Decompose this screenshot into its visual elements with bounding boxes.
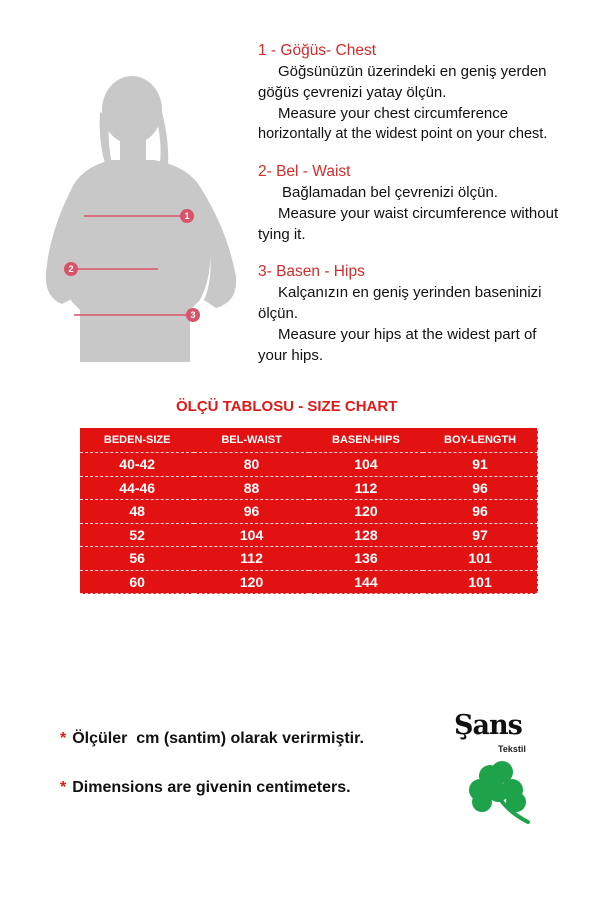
length-cell: 101 (423, 547, 537, 571)
hips-line-1: Kalçanızın en geniş yerinden baseninizi (278, 284, 542, 301)
length-cell: 101 (423, 570, 537, 594)
waist-cell: 104 (194, 523, 308, 547)
measurement-instructions (258, 40, 593, 382)
table-row (80, 500, 538, 524)
table-row (80, 476, 538, 500)
table-row (80, 523, 538, 547)
waist-cell: 112 (194, 547, 308, 571)
hips-cell: 128 (309, 523, 423, 547)
size-cell: 48 (80, 500, 194, 524)
waist-line-2: Measure your waist circumference without (278, 205, 559, 222)
silhouette-icon (40, 72, 240, 367)
chest-title: 1 - Göğüs- Chest (258, 42, 377, 59)
waist-cell: 120 (194, 570, 308, 594)
table-row (80, 453, 538, 477)
waist-section (258, 161, 593, 245)
table-header-row (80, 428, 538, 453)
size-cell: 60 (80, 570, 194, 594)
note-units-tr (60, 730, 364, 748)
logo-subtitle: Tekstil (498, 744, 526, 754)
chest-line-1: Göğsünüzün üzerindeki en geniş yerden (278, 63, 547, 80)
hips-cell: 120 (309, 500, 423, 524)
note-text: Ölçüler cm (santim) olarak verirmiştir. (72, 730, 364, 747)
note-star: * (60, 730, 67, 747)
header-hips: BASEN-HIPS (309, 428, 423, 453)
waist-line-1: Bağlamadan bel çevrenizi ölçün. (282, 184, 498, 201)
chest-section (258, 40, 593, 145)
waist-cell: 80 (194, 453, 308, 477)
chest-line-2: göğüs çevrenizi yatay ölçün. (258, 84, 447, 101)
hips-cell: 104 (309, 453, 423, 477)
brand-logo (448, 710, 558, 830)
size-cell: 40-42 (80, 453, 194, 477)
hips-marker: 3 (186, 308, 200, 322)
length-cell: 97 (423, 523, 537, 547)
chest-marker: 1 (180, 209, 194, 223)
hips-cell: 136 (309, 547, 423, 571)
body-measurement-figure (40, 72, 240, 367)
clover-icon (466, 758, 536, 828)
header-length: BOY-LENGTH (423, 428, 537, 453)
hips-section (258, 261, 593, 366)
size-cell: 52 (80, 523, 194, 547)
waist-line-3: tying it. (258, 226, 306, 243)
hips-line-2: ölçün. (258, 305, 299, 322)
hips-line-4: your hips. (258, 347, 324, 364)
hips-cell: 144 (309, 570, 423, 594)
chest-line-4: horizontally at the widest point on your chest. (258, 126, 548, 142)
note-star: * (60, 779, 67, 796)
size-cell: 56 (80, 547, 194, 571)
size-chart-title: ÖLÇÜ TABLOSU - SIZE CHART (176, 398, 398, 415)
table-row (80, 547, 538, 571)
note-text: Dimensions are givenin centimeters. (72, 779, 351, 796)
header-waist: BEL-WAIST (194, 428, 308, 453)
hips-line-3: Measure your hips at the widest part of (278, 326, 537, 343)
table-row (80, 570, 538, 594)
length-cell: 91 (423, 453, 537, 477)
waist-marker: 2 (64, 262, 78, 276)
chest-line-3: Measure your chest circumference (278, 105, 509, 122)
size-table (80, 428, 538, 594)
waist-cell: 96 (194, 500, 308, 524)
logo-name: Şans (454, 710, 522, 741)
hips-cell: 112 (309, 476, 423, 500)
header-size: BEDEN-SIZE (80, 428, 194, 453)
waist-title: 2- Bel - Waist (258, 163, 351, 180)
note-units-en (60, 779, 351, 797)
hips-title: 3- Basen - Hips (258, 263, 365, 280)
size-cell: 44-46 (80, 476, 194, 500)
waist-cell: 88 (194, 476, 308, 500)
length-cell: 96 (423, 500, 537, 524)
length-cell: 96 (423, 476, 537, 500)
